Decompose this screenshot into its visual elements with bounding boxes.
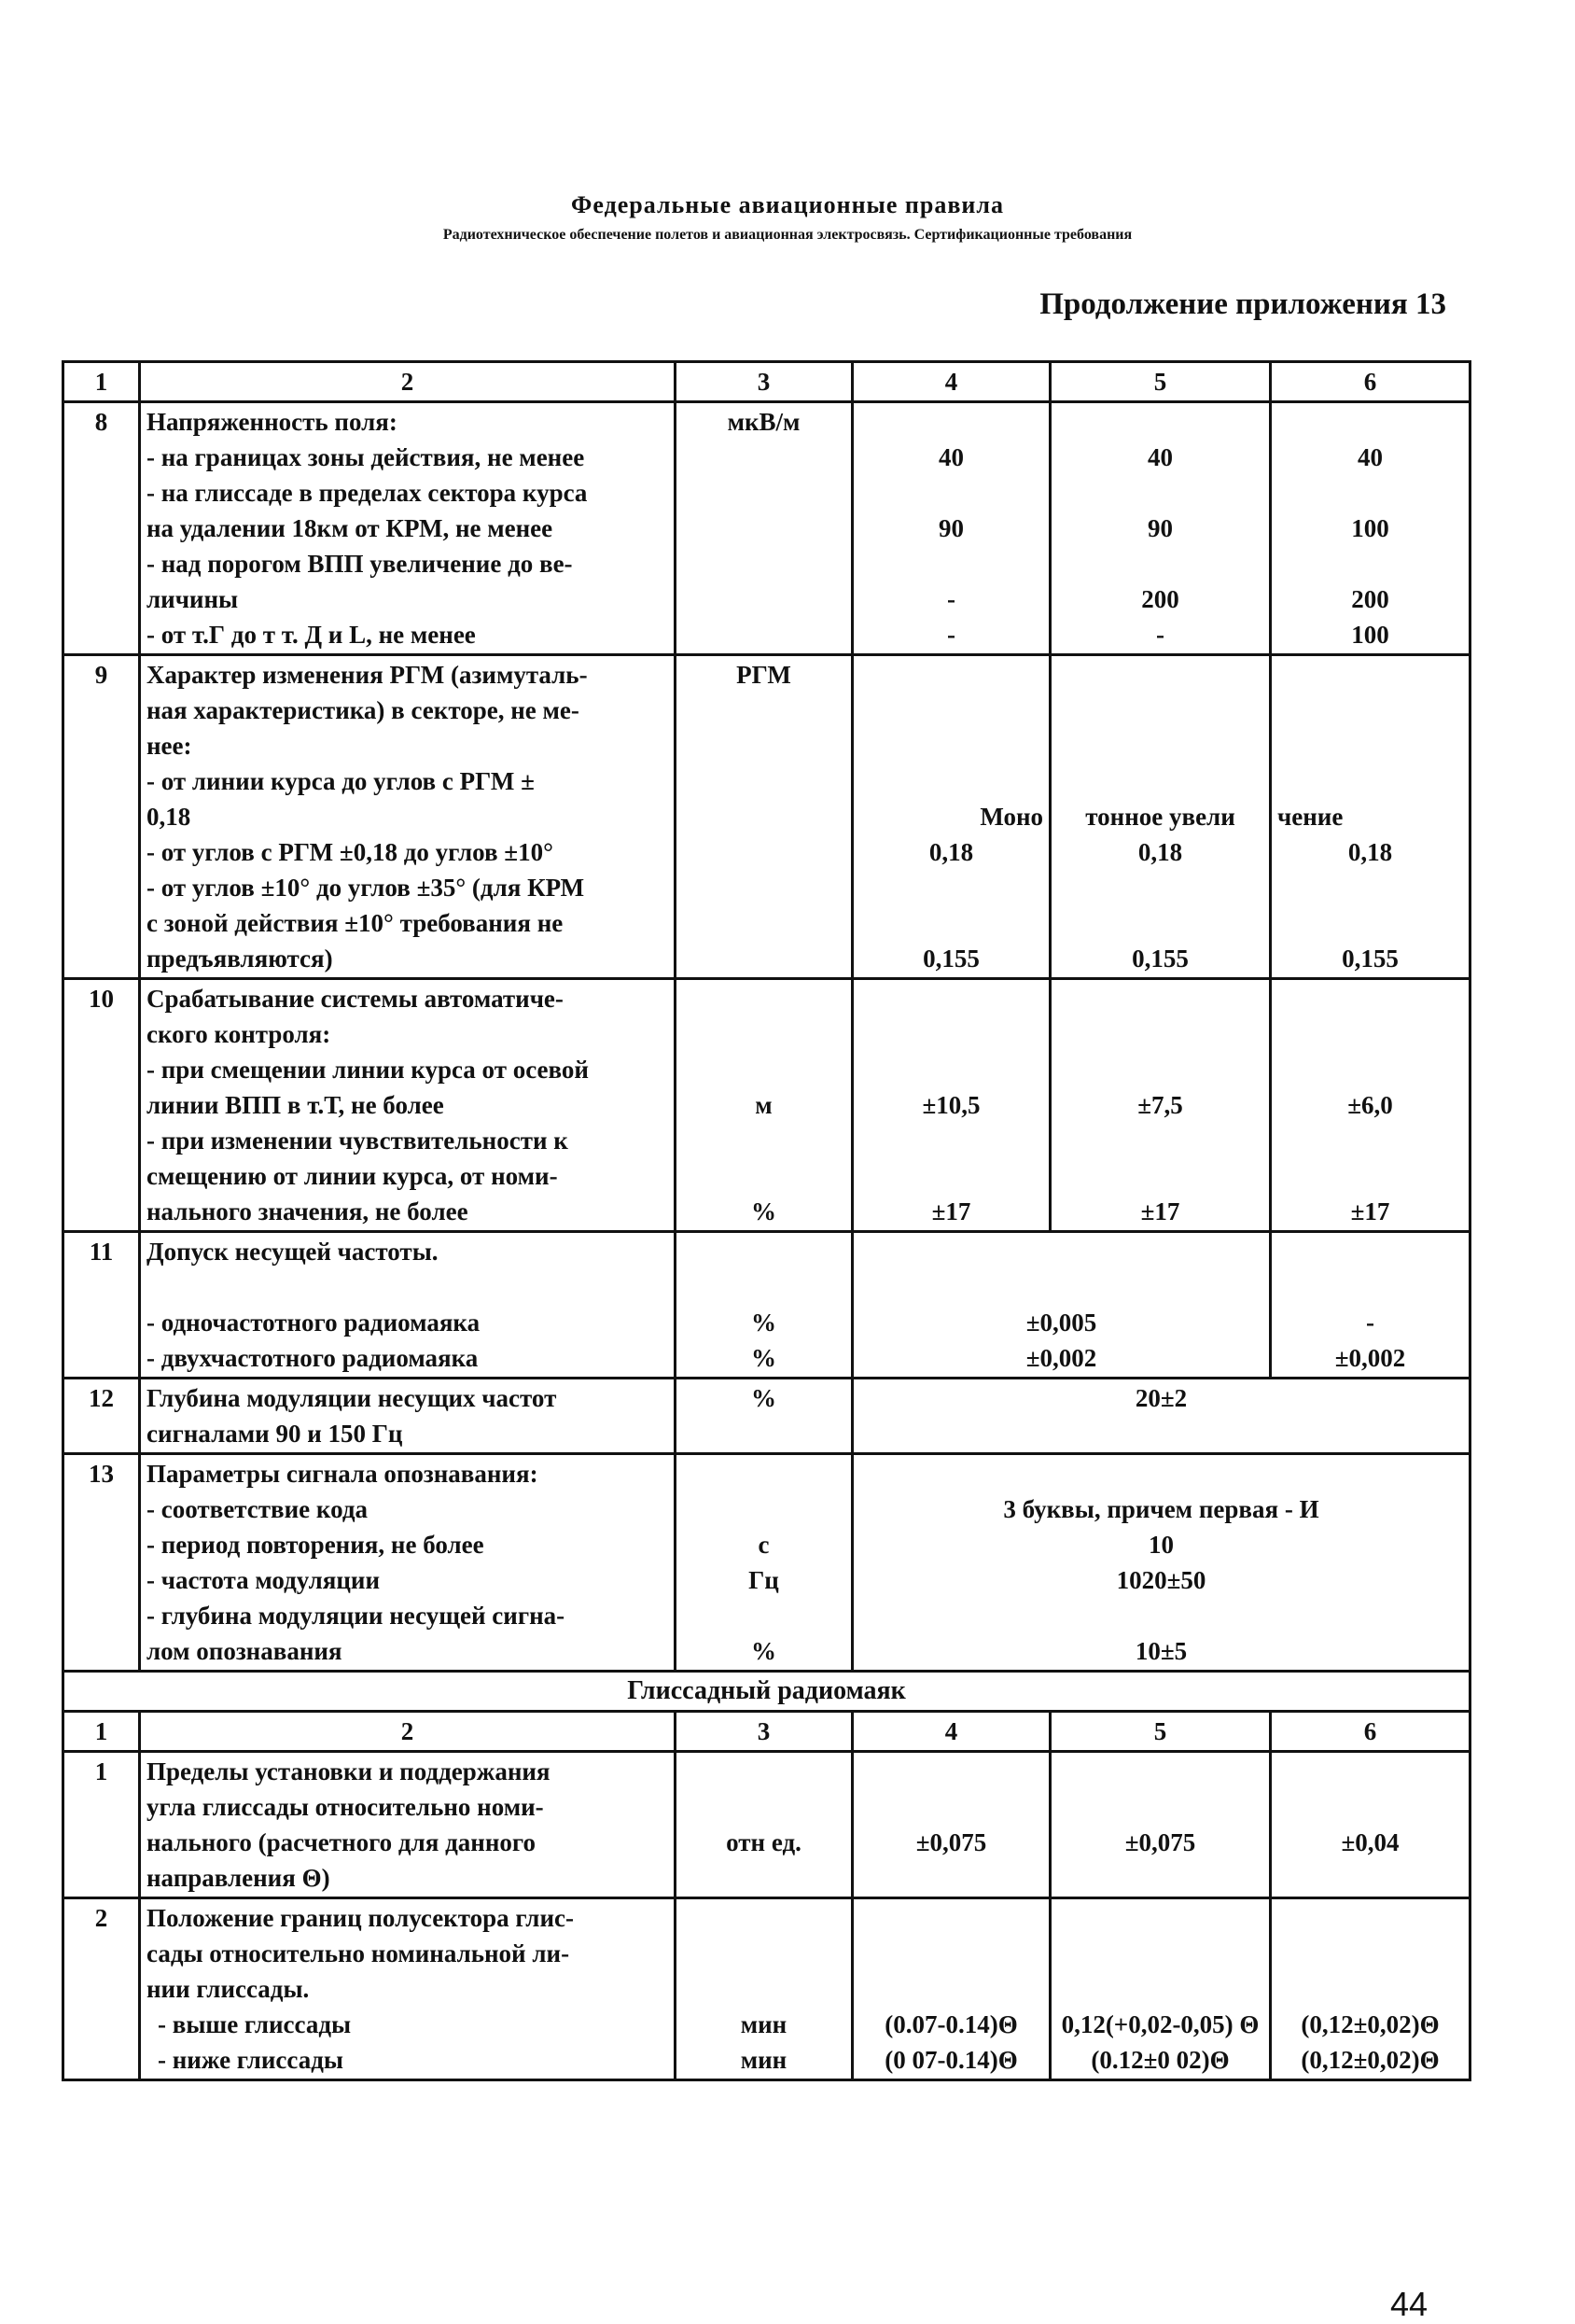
table-row xyxy=(63,655,1470,979)
table-row xyxy=(63,402,1470,655)
row-description: Положение границ полусектора глис- сады относительно номинальной ли- нии глиссады. - выше глиссады - ниже глиссады xyxy=(140,1898,676,2080)
col-header: 3 xyxy=(676,362,853,402)
row-description: Параметры сигнала опознавания: - соответствие кода - период повторения, не более - частота модуляции - глубина модуляции несущей сигна- лом опознавания xyxy=(140,1454,676,1672)
spec-table xyxy=(62,360,1471,2081)
value-cell: 3 буквы, причем первая - И 10 1020±50 10±5 xyxy=(853,1454,1470,1672)
row-unit: отн ед. xyxy=(676,1752,853,1898)
col-header: 2 xyxy=(140,1712,676,1752)
table-row xyxy=(63,1379,1470,1454)
header-subtitle: Радиотехническое обеспечение полетов и авиационная электросвязь. Сертификационные требования xyxy=(442,227,1133,243)
row-unit: м % xyxy=(676,979,853,1232)
table-row xyxy=(63,1454,1470,1672)
col-header: 3 xyxy=(676,1712,853,1752)
value-cell: Моно 0,18 0,155 xyxy=(853,655,1051,979)
col-header: 2 xyxy=(140,362,676,402)
value-cell: ±10,5 ±17 xyxy=(853,979,1051,1232)
value-cell: ±0,075 xyxy=(853,1752,1051,1898)
row-unit: % % xyxy=(676,1232,853,1379)
value-cell: 40 100 200 100 xyxy=(1271,402,1470,655)
table-row xyxy=(63,1232,1470,1379)
row-description: Пределы установки и поддержания угла глиссады относительно номи- нального (расчетного для данного направления Θ) xyxy=(140,1752,676,1898)
row-unit: РГМ xyxy=(676,655,853,979)
row-description: Срабатывание системы автоматиче- ского контроля: - при смещении линии курса от осевой линии ВПП в т.Т, не более - при изменении чувствительности к смещению от линии курса, от номи- нального значения, не более xyxy=(140,979,676,1232)
row-number: 10 xyxy=(63,979,140,1232)
col-header: 1 xyxy=(63,362,140,402)
value-cell: 0,12(+0,02-0,05) Θ (0.12±0 02)Θ xyxy=(1051,1898,1271,2080)
col-header: 5 xyxy=(1051,1712,1271,1752)
row-description: Глубина модуляции несущих частот сигналами 90 и 150 Гц xyxy=(140,1379,676,1454)
row-number: 9 xyxy=(63,655,140,979)
continuation-label: Продолжение приложения 13 xyxy=(1039,287,1446,321)
table-header-row xyxy=(63,1712,1470,1752)
value-cell: ±0,075 xyxy=(1051,1752,1271,1898)
value-cell: ±7,5 ±17 xyxy=(1051,979,1271,1232)
value-cell: (0.07-0.14)Θ (0 07-0.14)Θ xyxy=(853,1898,1051,2080)
value-cell: 40 90 - - xyxy=(853,402,1051,655)
row-number: 11 xyxy=(63,1232,140,1379)
row-description: Допуск несущей частоты. - одночастотного радиомаяка - двухчастотного радиомаяка xyxy=(140,1232,676,1379)
col-header: 4 xyxy=(853,362,1051,402)
value-cell: чение 0,18 0,155 xyxy=(1271,655,1470,979)
table-header-row xyxy=(63,362,1470,402)
value-cell: ±6,0 ±17 xyxy=(1271,979,1470,1232)
col-header: 4 xyxy=(853,1712,1051,1752)
table-row xyxy=(63,1752,1470,1898)
row-unit: % xyxy=(676,1379,853,1454)
row-number: 13 xyxy=(63,1454,140,1672)
value-cell: ±0,005 ±0,002 xyxy=(853,1232,1271,1379)
row-unit: мин мин xyxy=(676,1898,853,2080)
value-cell: тонное увели 0,18 0,155 xyxy=(1051,655,1271,979)
value-cell: ±0,04 xyxy=(1271,1752,1470,1898)
header-title: Федеральные авиационные правила xyxy=(571,191,1004,218)
section-title: Глиссадный радиомаяк xyxy=(63,1672,1470,1712)
table-row xyxy=(63,979,1470,1232)
row-number: 12 xyxy=(63,1379,140,1454)
value-cell: 40 90 200 - xyxy=(1051,402,1271,655)
row-number: 8 xyxy=(63,402,140,655)
value-cell: 20±2 xyxy=(853,1379,1470,1454)
col-header: 1 xyxy=(63,1712,140,1752)
row-number: 2 xyxy=(63,1898,140,2080)
table-row xyxy=(63,1898,1470,2080)
row-description: Напряженность поля: - на границах зоны действия, не менее - на глиссаде в пределах сектора курса на удалении 18км от КРМ, не менее - над порогом ВПП увеличение до ве- личины - от т.Г до т т. Д и L, не менее xyxy=(140,402,676,655)
col-header: 6 xyxy=(1271,1712,1470,1752)
section-row xyxy=(63,1672,1470,1712)
row-number: 1 xyxy=(63,1752,140,1898)
row-unit: с Гц % xyxy=(676,1454,853,1672)
row-description: Характер изменения РГМ (азимуталь- ная характеристика) в секторе, не ме- нее: - от линии курса до углов с РГМ ± 0,18 - от углов с РГМ ±0,18 до углов ±10° - от углов ±10° до углов ±35° (для КРМ с зоной действия ±10° требования не предъявляются) xyxy=(140,655,676,979)
col-header: 6 xyxy=(1271,362,1470,402)
row-unit: мкВ/м xyxy=(676,402,853,655)
value-cell: - ±0,002 xyxy=(1271,1232,1470,1379)
value-cell: (0,12±0,02)Θ (0,12±0,02)Θ xyxy=(1271,1898,1470,2080)
page-number: 44 xyxy=(1390,2285,1429,2323)
col-header: 5 xyxy=(1051,362,1271,402)
